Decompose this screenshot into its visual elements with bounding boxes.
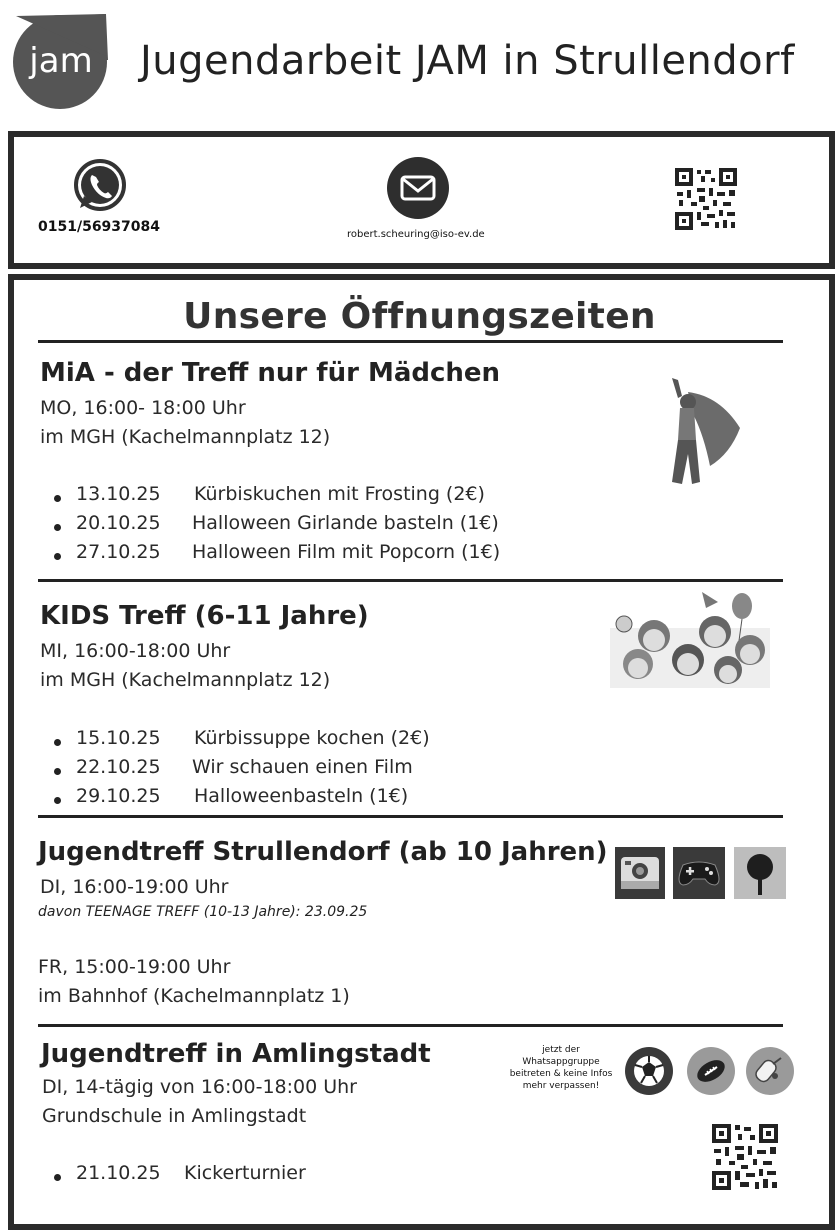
list-item: 13.10.25 Kürbiskuchen mit Frosting (2€) [54,483,554,512]
list-item: 21.10.25 Kickerturnier [54,1162,454,1191]
email-address[interactable]: robert.scheuring@iso-ev.de [347,229,485,240]
amlingstadt-time: DI, 14-tägig von 16:00-18:00 Uhr [42,1076,357,1098]
gamepad-icon [673,847,725,899]
whatsapp-phone-icon [72,158,128,214]
section-title-mia: MiA - der Treff nur für Mädchen [40,358,501,388]
list-item: 15.10.25 Kürbissuppe kochen (2€) [54,727,554,756]
section-divider [38,815,783,818]
camera-icon [615,847,665,899]
section-divider [38,579,783,582]
list-item: 22.10.25 Wir schauen einen Film [54,756,554,785]
page-title: Jugendarbeit JAM in Strullendorf [140,38,795,84]
opening-hours-heading: Unsere Öffnungszeiten [183,296,656,337]
phone-number[interactable]: 0151/56937084 [38,219,161,235]
football-icon [686,1046,736,1096]
list-item: 20.10.25 Halloween Girlande basteln (1€) [54,512,554,541]
section-title-strullendorf: Jugendtreff Strullendorf (ab 10 Jahren) [38,837,608,867]
list-item: 27.10.25 Halloween Film mit Popcorn (1€) [54,541,554,570]
qr-code-icon [673,166,739,232]
superhero-girl-icon [660,376,744,490]
kids-time: MI, 16:00-18:00 Uhr [40,640,231,662]
svg-text:jam: jam [29,41,93,81]
section-title-kids: KIDS Treff (6-11 Jahre) [40,601,369,631]
mia-event-list [54,483,554,570]
section-title-amlingstadt: Jugendtreff in Amlingstadt [41,1039,431,1069]
mail-icon [386,156,450,220]
list-item: 29.10.25 Halloweenbasteln (1€) [54,785,554,814]
mia-location: im MGH (Kachelmannplatz 12) [40,426,331,448]
soccer-ball-icon [624,1046,674,1096]
strullendorf-location: im Bahnhof (Kachelmannplatz 1) [38,985,350,1007]
ping-pong-icon [734,847,786,899]
ice-cream-icon [745,1046,795,1096]
whatsapp-qr-code-icon [710,1122,780,1192]
kids-group-icon [610,588,770,688]
kids-location: im MGH (Kachelmannplatz 12) [40,669,331,691]
section-divider [38,1024,783,1027]
heading-divider [38,340,783,343]
strullendorf-time-tue: DI, 16:00-19:00 Uhr [40,876,229,898]
teenage-treff-note: davon TEENAGE TREFF (10-13 Jahre): 23.09.25 [38,904,368,920]
kids-event-list [54,727,554,814]
amlingstadt-event-list [54,1162,454,1191]
mia-time: MO, 16:00- 18:00 Uhr [40,397,246,419]
whatsapp-group-note: jetzt der Whatsappgruppe beitreten & keine Infos mehr verpassen! [509,1045,613,1091]
strullendorf-time-fri: FR, 15:00-19:00 Uhr [38,956,231,978]
jam-logo [6,6,116,114]
amlingstadt-location: Grundschule in Amlingstadt [42,1105,307,1127]
